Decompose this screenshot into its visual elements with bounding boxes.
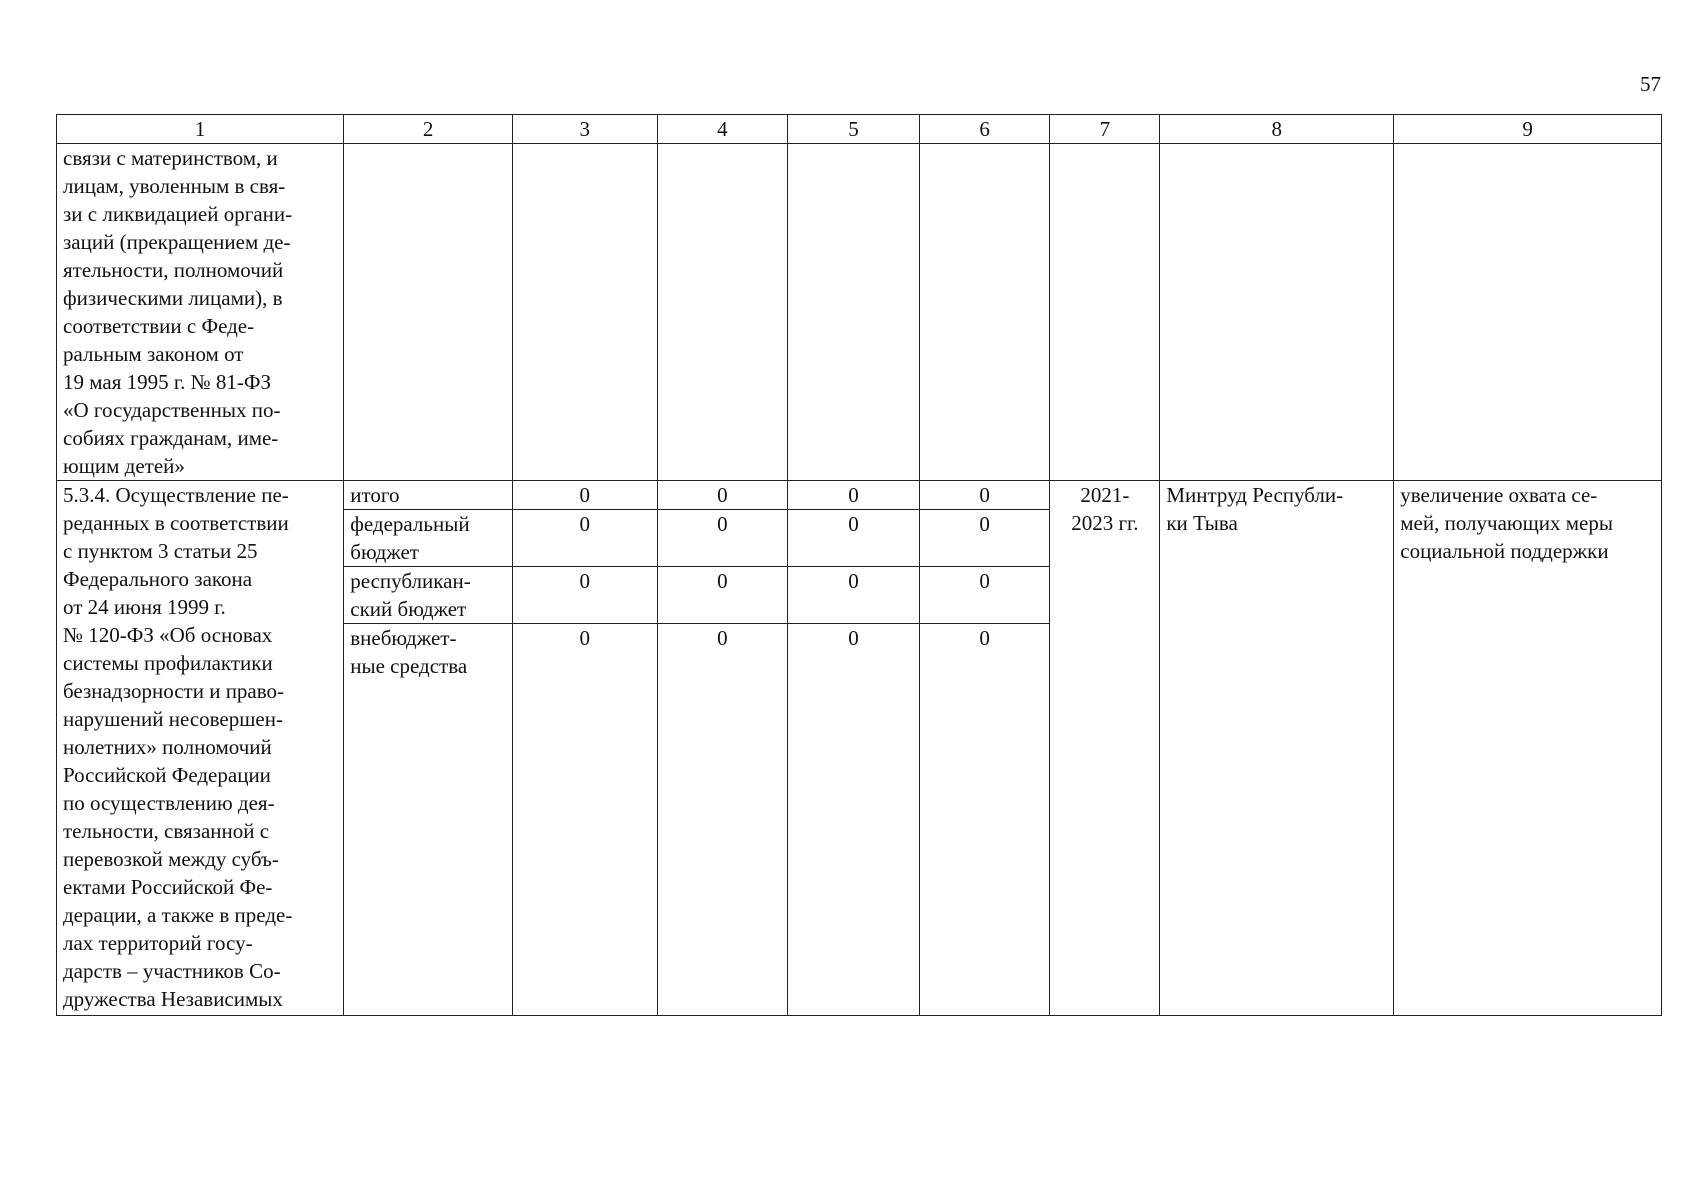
- column-header: 5: [788, 115, 920, 144]
- column-header: 6: [919, 115, 1050, 144]
- amount-cell: 0: [788, 567, 920, 624]
- table-cell: [657, 144, 788, 481]
- table-cell: [1394, 144, 1662, 481]
- amount-cell: 0: [919, 624, 1050, 1016]
- funding-row-total: [57, 481, 1662, 510]
- table-cell: [344, 144, 513, 481]
- table-cell: [512, 144, 657, 481]
- amount-cell: 0: [919, 567, 1050, 624]
- column-header: 2: [344, 115, 513, 144]
- continued-description: связи с материнством, и лицам, уволенным в свя- зи с ликвидацией органи- заций (прекращением де- ятельности, полномочий физическими лицами), в соответствии с Феде- ральным законом от 19 мая 1995 г. № 81-ФЗ «О государственных по- собиях гражданам, име- ющим детей»: [63, 146, 293, 478]
- amount-cell: 0: [512, 624, 657, 1016]
- period-cell: [1050, 481, 1160, 1016]
- column-header: 8: [1160, 115, 1394, 144]
- table-cell: [788, 144, 920, 481]
- period: 2021- 2023 гг.: [1071, 483, 1139, 535]
- column-header: 1: [57, 115, 344, 144]
- table-cell: [1050, 144, 1160, 481]
- amount-cell: 0: [657, 481, 788, 510]
- funding-source: федеральный бюджет: [344, 510, 513, 567]
- expected-result: увеличение охвата се- мей, получающих меры социальной поддержки: [1400, 483, 1613, 563]
- program-activities-table: [56, 114, 1662, 1016]
- amount-cell: 0: [512, 510, 657, 567]
- page-number: 57: [1640, 72, 1661, 96]
- table-cell: [1160, 144, 1394, 481]
- column-header: 4: [657, 115, 788, 144]
- column-header: 9: [1394, 115, 1662, 144]
- amount-cell: 0: [788, 481, 920, 510]
- column-number-header: [57, 115, 1662, 144]
- amount-cell: 0: [657, 624, 788, 1016]
- item-description: 5.3.4. Осуществление пе- реданных в соответствии с пунктом 3 статьи 25 Федерального закона от 24 июня 1999 г. № 120-ФЗ «Об основах системы профилактики безнадзорности и право- нарушений несовершен- нолетних» полномочий Российской Федерации по осуществлению дея- тельности, связанной с перевозкой между субъ- ектами Российской Фе- дерации, а также в преде- лах территорий госу- дарств – участников Со- дружества Независимых: [63, 483, 293, 1011]
- executor: Минтруд Республи- ки Тыва: [1166, 483, 1344, 535]
- funding-source: итого: [344, 481, 513, 510]
- item-description-cell: [57, 481, 344, 1016]
- funding-source: внебюджет- ные средства: [344, 624, 513, 1016]
- column-header: 3: [512, 115, 657, 144]
- amount-cell: 0: [657, 510, 788, 567]
- amount-cell: 0: [512, 567, 657, 624]
- result-cell: [1394, 481, 1662, 1016]
- amount-cell: 0: [919, 510, 1050, 567]
- column-header: 7: [1050, 115, 1160, 144]
- table-cell: [57, 144, 344, 481]
- amount-cell: 0: [657, 567, 788, 624]
- amount-cell: 0: [512, 481, 657, 510]
- amount-cell: 0: [788, 624, 920, 1016]
- funding-source: республикан- ский бюджет: [344, 567, 513, 624]
- continued-row: [57, 144, 1662, 481]
- executor-cell: [1160, 481, 1394, 1016]
- amount-cell: 0: [919, 481, 1050, 510]
- table-cell: [919, 144, 1050, 481]
- amount-cell: 0: [788, 510, 920, 567]
